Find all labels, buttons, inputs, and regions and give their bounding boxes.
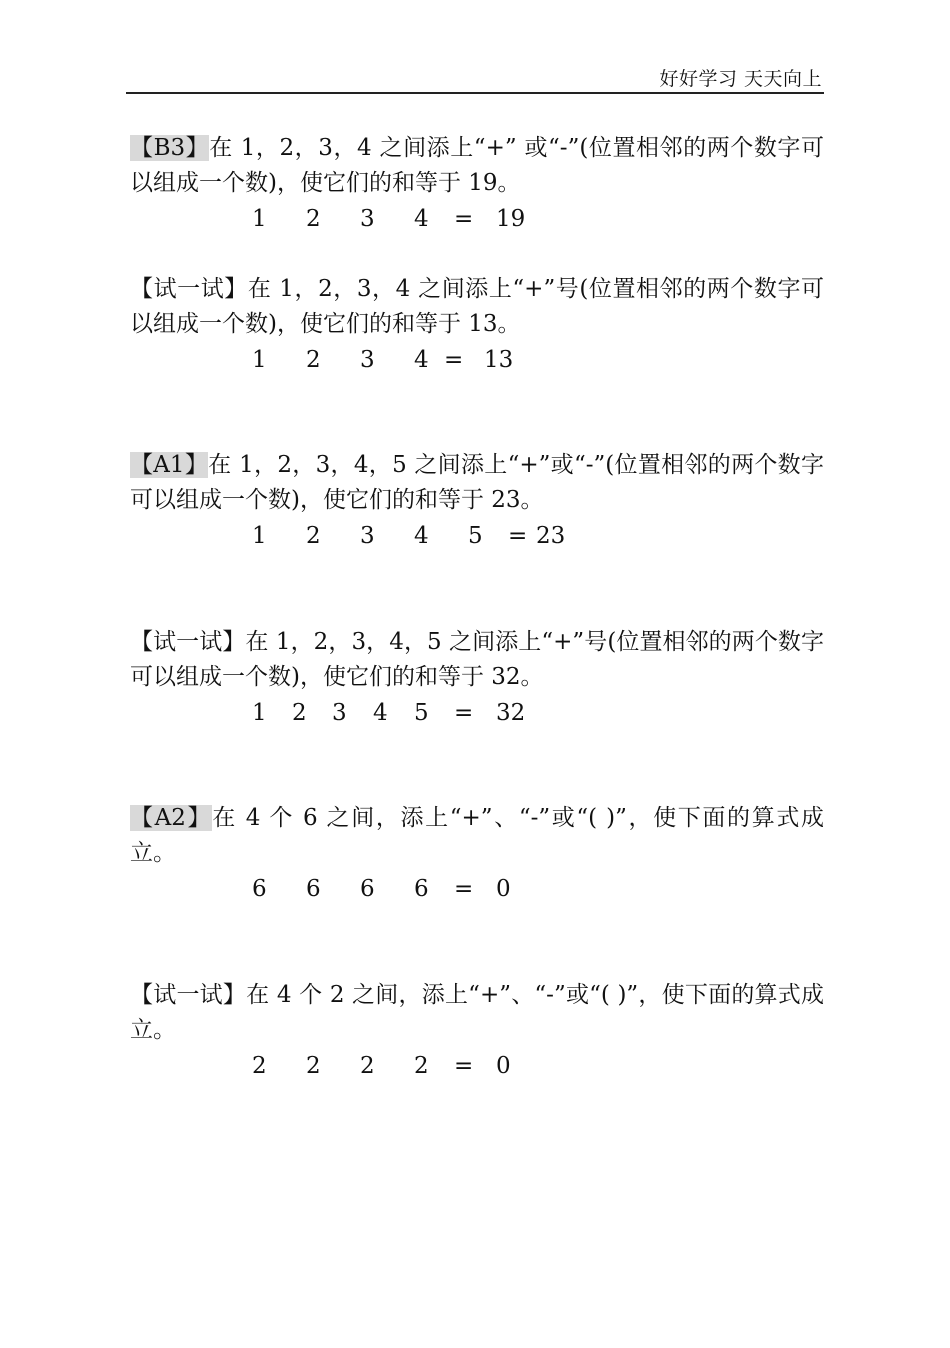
equation-number: 1 (252, 347, 267, 373)
problem-tag: 【试一试】 (130, 629, 246, 655)
equation-result: 32 (496, 700, 526, 726)
problem-body: 在 1，2，3，4，5 之间添上“+”号(位置相邻的两个数字可以组成一个数)，使它们的和等于 32。 (130, 629, 825, 690)
problem-a1 (130, 448, 824, 554)
problem-try-1 (130, 272, 824, 378)
equation-number: 2 (414, 1053, 429, 1079)
problem-statement (130, 448, 824, 518)
problem-statement (130, 625, 824, 695)
equation (130, 872, 824, 907)
problem-tag: 【A1】 (130, 452, 209, 478)
equation-number: 2 (306, 1053, 321, 1079)
equation-result: 0 (496, 1053, 511, 1079)
problem-try-2 (130, 625, 824, 731)
equals-sign: = (454, 1053, 474, 1079)
problem-try-3 (130, 978, 824, 1084)
equation-number: 3 (332, 700, 347, 726)
problem-body: 在 1，2，3，4 之间添上“+”号(位置相邻的两个数字可以组成一个数)，使它们的和等于 13。 (130, 276, 825, 337)
equation-number: 2 (252, 1053, 267, 1079)
problem-statement (130, 801, 824, 871)
equation-number: 4 (414, 206, 429, 232)
problem-tag: 【A2】 (130, 805, 213, 831)
problem-tag: 【B3】 (130, 135, 210, 161)
problem-tag: 【试一试】 (130, 276, 248, 302)
problem-statement (130, 131, 824, 201)
problem-tag: 【试一试】 (130, 982, 247, 1008)
equation-number: 3 (360, 206, 375, 232)
equals-sign: = (454, 700, 474, 726)
equation-number: 2 (306, 523, 321, 549)
header-motto: 好好学习 天天向上 (659, 68, 822, 90)
equation-number: 2 (360, 1053, 375, 1079)
equation-result: 23 (536, 523, 566, 549)
equation (130, 1049, 824, 1084)
problem-statement (130, 978, 824, 1048)
equation-number: 3 (360, 523, 375, 549)
equation-number: 4 (414, 347, 429, 373)
equation-number: 1 (252, 206, 267, 232)
equation-number: 5 (468, 523, 483, 549)
equation-number: 4 (373, 700, 388, 726)
page-header (126, 62, 824, 94)
equation-result: 0 (496, 876, 511, 902)
equation-number: 1 (252, 700, 267, 726)
equation-number: 5 (414, 700, 429, 726)
equation-number: 2 (292, 700, 307, 726)
problem-a2 (130, 801, 824, 907)
equation-number: 3 (360, 347, 375, 373)
equation-number: 4 (414, 523, 429, 549)
equals-sign: = (444, 347, 464, 373)
equation-number: 6 (414, 876, 429, 902)
problem-body: 在 1，2，3，4，5 之间添上“+”或“-”(位置相邻的两个数字可以组成一个数)，使它们的和等于 23。 (130, 452, 824, 513)
equals-sign: = (508, 523, 528, 549)
equation-result: 19 (496, 206, 526, 232)
problem-statement (130, 272, 824, 342)
problem-body: 在 4 个 2 之间，添上“+”、“-”或“( )”，使下面的算式成立。 (130, 982, 824, 1043)
equation (130, 519, 824, 554)
equation-result: 13 (484, 347, 514, 373)
problem-body: 在 4 个 6 之间，添上“+”、“-”或“( )”，使下面的算式成立。 (130, 805, 824, 866)
problem-b3 (130, 131, 824, 237)
equation-number: 2 (306, 206, 321, 232)
equals-sign: = (454, 206, 474, 232)
problem-body: 在 1，2，3，4 之间添上“+” 或“-”(位置相邻的两个数字可以组成一个数)，使它们的和等于 19。 (130, 135, 824, 196)
equation (130, 696, 824, 731)
equation-number: 1 (252, 523, 267, 549)
equation-number: 6 (306, 876, 321, 902)
equation-number: 6 (252, 876, 267, 902)
equation (130, 343, 824, 378)
equation (130, 202, 824, 237)
equation-number: 6 (360, 876, 375, 902)
equals-sign: = (454, 876, 474, 902)
equation-number: 2 (306, 347, 321, 373)
